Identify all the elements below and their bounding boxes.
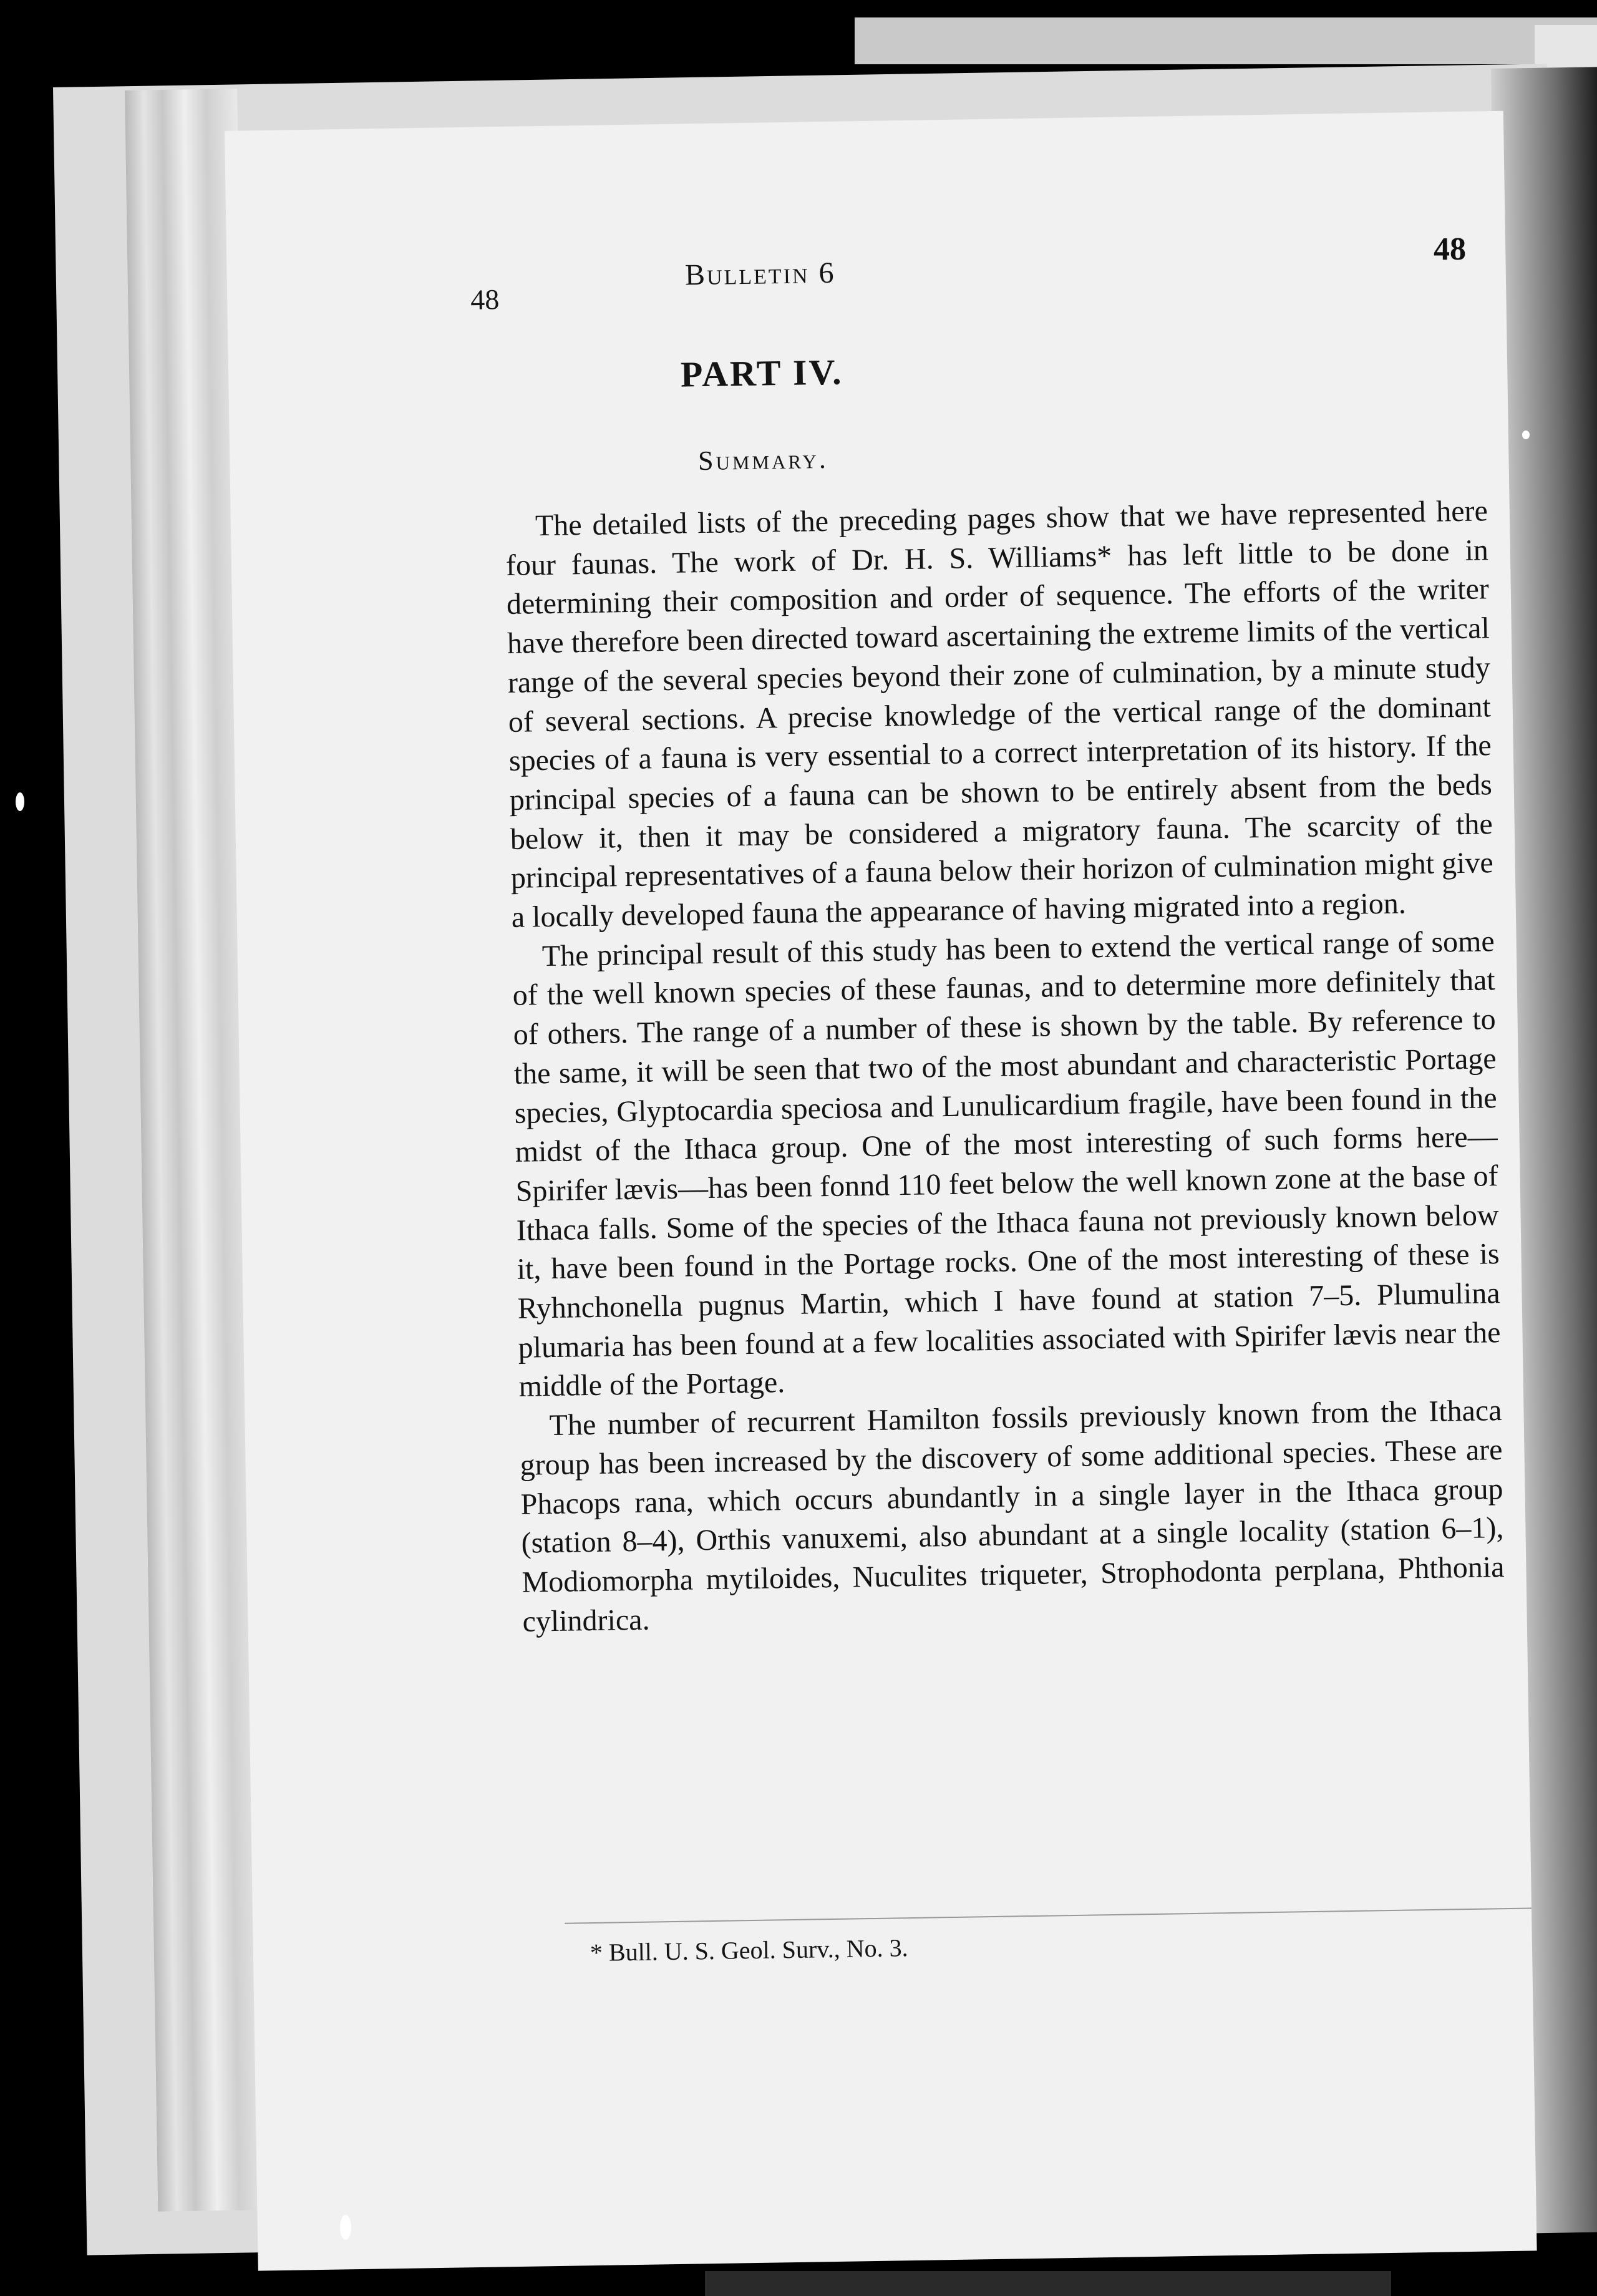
footnote-rule [565, 1907, 1531, 1924]
footnote: * Bull. U. S. Geol. Surv., No. 3. [590, 1934, 908, 1967]
scan-speck [340, 2215, 351, 2240]
paragraph-1: The detailed lists of the preceding pages show that we have represented here four faunas. The work of Dr. H. S. Williams* has left little to be done in determining their composition and order of sequence. The efforts of the writer have therefore been directed toward ascertaining the extreme limits of the vertical range of the several species beyond their zone of culmination, by a minute study of several sections. A precise knowledge of the vertical range of the dominant species of a fauna is very essential to a correct interpretation of its history. If the principal species of a fauna can be shown to be entirely absent from the beds below it, then it may be considered a migratory fauna. The scarcity of the principal representatives of a fauna below their horizon of culmination might give a locally developed fauna the appearance of having migrated into a region. [505, 494, 1494, 934]
stamped-page-number: 48 [1434, 231, 1466, 267]
body-text [505, 492, 1505, 1642]
top-paper-strip [855, 17, 1597, 64]
book-page [225, 111, 1537, 2271]
running-head: Bulletin 6 [684, 256, 836, 292]
paragraph-3: The number of recurrent Hamilton fossils previously known from the Ithaca group has been increased by the discovery of some additional species. These are Phacops rana, which occurs abundantly in a single layer in the Ithaca group (station 8–4), Orthis vanuxemi, also abundant at a single locality (station 6–1), Modiomorpha mytiloides, Nuculites triqueter, Strophodonta perplana, Phthonia cylindrica. [520, 1394, 1505, 1638]
scan-speck [16, 792, 24, 811]
part-title: PART IV. [680, 351, 843, 395]
scan-speck [1522, 430, 1530, 439]
bottom-paper-strip [705, 2271, 1391, 2296]
section-title: Summary. [697, 443, 829, 477]
paragraph-2: The principal result of this study has been to extend the vertical range of some of the well known species of these faunas, and to determine more definitely that of others. The range of a number of these is shown by the table. By reference to the same, it will be seen that two of the most abundant and characteristic Portage species, Glyptocardia speciosa and Lunulicardium fragile, have been found in the midst of the Ithaca group. One of the most interesting of such forms here—Spirifer lævis—has been fonnd 110 feet below the well known zone at the base of Ithaca falls. Some of the species of the Ithaca fauna not previously known below it, have been found in the Portage rocks. One of the most interesting of these is Ryhnchonella pugnus Martin, which I have found at station 7–5. Plumulina plumaria has been found at a few localities associated with Spirifer lævis near the middle of the Portage. [512, 924, 1501, 1404]
page-number: 48 [470, 283, 500, 316]
top-right-paper-edge [1535, 25, 1597, 69]
